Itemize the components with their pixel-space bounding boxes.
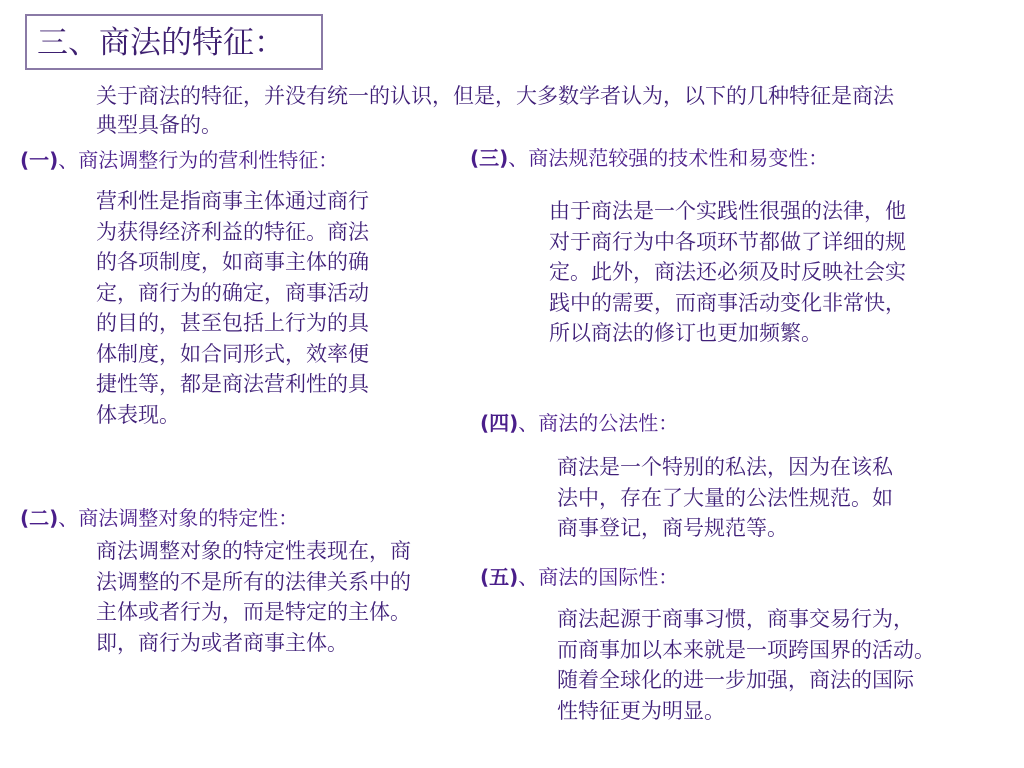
slide-title: 三、商法的特征： — [25, 14, 323, 70]
section-2-line: 法调整的不是所有的法律关系中的 — [96, 569, 411, 594]
section-1-number: (一) — [20, 148, 59, 172]
section-3-line: 定。此外，商法还必须及时反映社会实 — [549, 260, 906, 284]
section-1-line: 体制度，如合同形式，效率便 — [96, 341, 369, 366]
section-1-line: 捷性等，都是商法营利性的具 — [96, 372, 369, 396]
section-1-title: 、商法调整行为的营利性特征： — [58, 148, 339, 172]
section-5-heading — [480, 564, 678, 590]
section-3-line: 所以商法的修订也更加频繁。 — [549, 321, 822, 345]
section-4-line: 商事登记，商号规范等。 — [557, 516, 788, 540]
section-1-line: 定，商行为的确定，商事活动 — [96, 280, 369, 305]
section-3-line: 对于商行为中各项环节都做了详细的规 — [549, 229, 906, 254]
section-3-line: 践中的需要，而商事活动变化非常快， — [549, 290, 906, 315]
section-4-line: 法中，存在了大量的公法性规范。如 — [557, 485, 893, 510]
section-4-number: (四) — [480, 411, 519, 435]
section-2-line: 商法调整对象的特定性表现在，商 — [96, 539, 411, 563]
section-5-line: 商法起源于商事习惯，商事交易行为， — [557, 607, 914, 631]
section-1-line: 的各项制度，如商事主体的确 — [96, 250, 369, 274]
section-4-body — [557, 452, 893, 544]
section-2-number: (二) — [20, 506, 59, 530]
section-1-heading — [20, 147, 338, 173]
section-5-line: 性特征更为明显。 — [557, 698, 725, 723]
section-3-number: (三) — [470, 146, 509, 170]
section-2-line: 即，商行为或者商事主体。 — [96, 630, 348, 655]
intro-paragraph: 关于商法的特征，并没有统一的认识，但是，大多数学者认为，以下的几种特征是商法典型具备的。 — [96, 84, 894, 137]
section-3-body — [549, 196, 906, 349]
section-3-line: 由于商法是一个实践性很强的法律，他 — [549, 199, 906, 223]
section-2-body — [96, 536, 411, 658]
section-1-line: 营利性是指商事主体通过商行 — [96, 189, 369, 213]
section-4-heading — [480, 410, 678, 436]
section-2-heading — [20, 505, 298, 531]
section-5-number: (五) — [480, 565, 519, 589]
section-5-body — [557, 604, 935, 726]
section-2-title: 、商法调整对象的特定性： — [58, 506, 299, 530]
section-5-title: 、商法的国际性： — [518, 565, 679, 589]
section-1-line: 的目的，甚至包括上行为的具 — [96, 311, 369, 335]
section-2-line: 主体或者行为，而是特定的主体。 — [96, 600, 411, 624]
section-1-body — [96, 186, 369, 430]
section-1-line: 体表现。 — [96, 402, 180, 427]
section-5-line: 而商事加以本来就是一项跨国界的活动。 — [557, 637, 935, 662]
section-3-title: 、商法规范较强的技术性和易变性： — [508, 146, 829, 170]
section-3-heading — [470, 145, 828, 171]
section-4-title: 、商法的公法性： — [518, 411, 679, 435]
section-4-line: 商法是一个特别的私法，因为在该私 — [557, 455, 893, 479]
section-1-line: 为获得经济利益的特征。商法 — [96, 219, 369, 244]
section-5-line: 随着全球化的进一步加强，商法的国际 — [557, 668, 914, 692]
